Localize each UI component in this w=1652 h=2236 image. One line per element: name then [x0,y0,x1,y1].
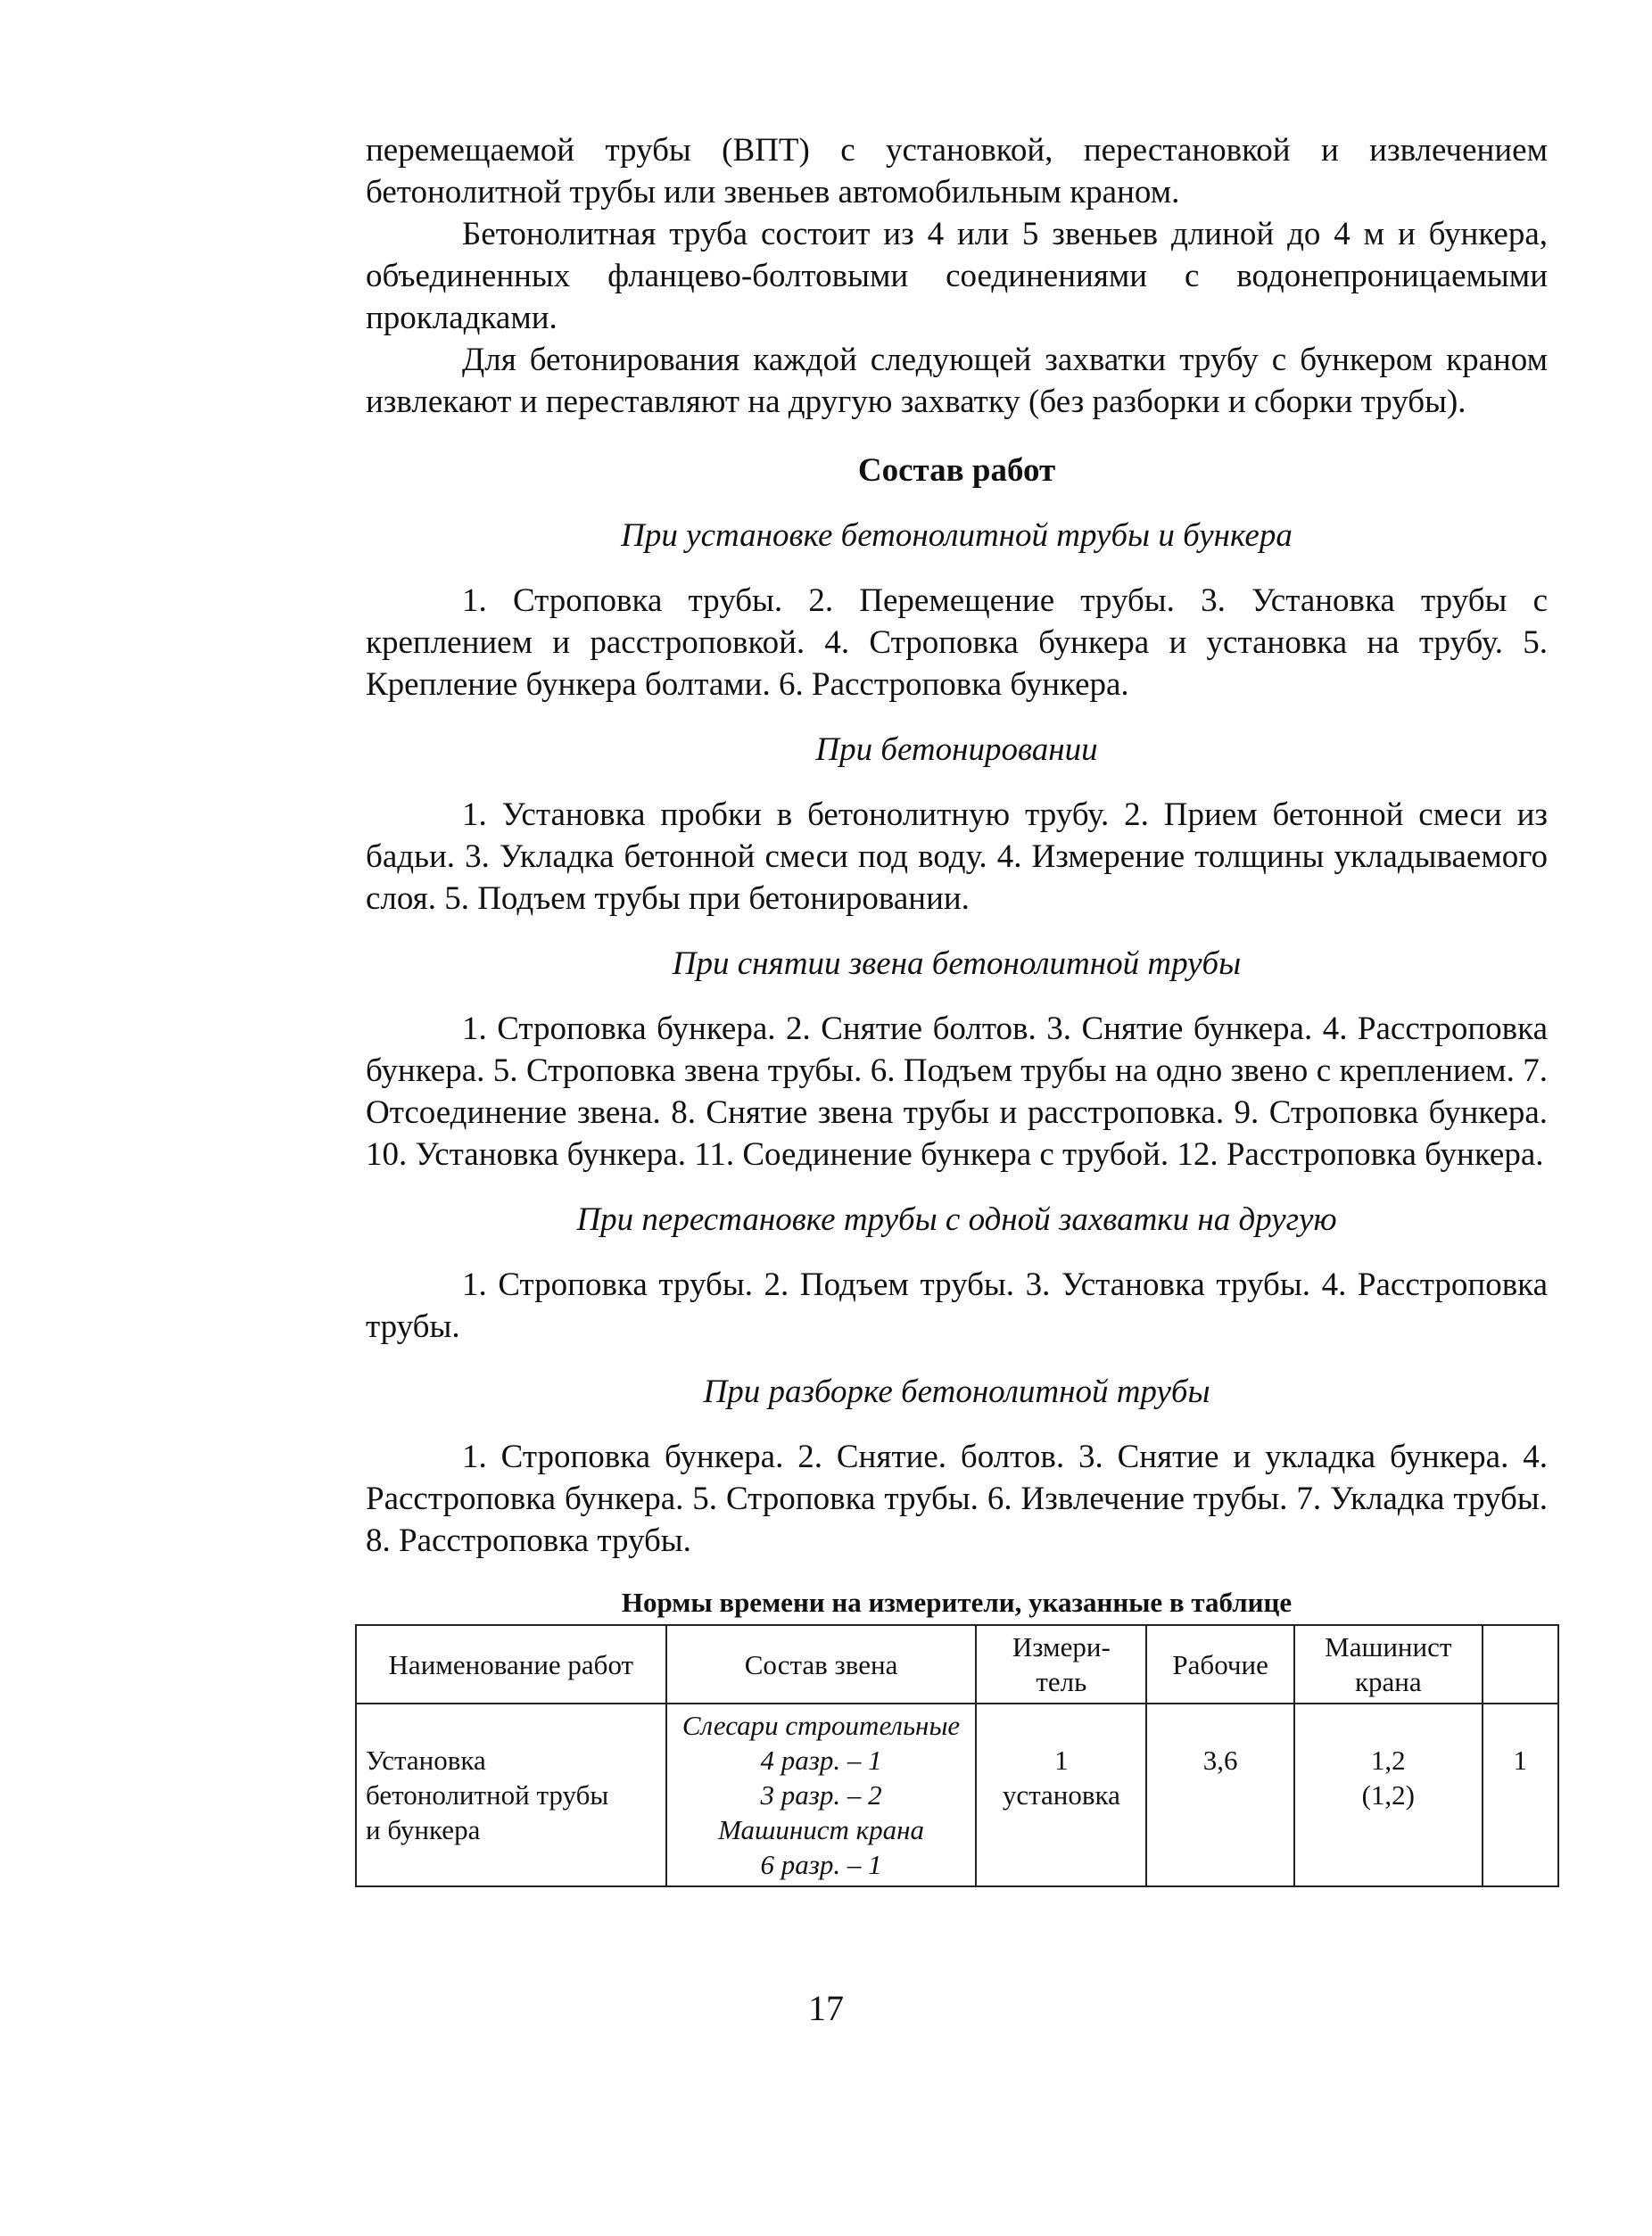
subheading-relocate: При перестановке трубы с одной захватки на другую [576,1201,1337,1238]
table-title: Нормы времени на измерители, указанные в таблице [621,1587,1293,1618]
subheading-disassembly: При разборке бетонолитной трубы [703,1374,1210,1410]
header-operator [1294,1625,1482,1704]
page-number: 17 [808,1988,844,2028]
text-relocate: 1. Строповка трубы. 2. Подъем трубы. 3. Установка трубы. 4. Расстроповка трубы. [366,1267,1548,1345]
cell-unit-line1: 1 [1054,1745,1069,1776]
cell-operator-line2: (1,2) [1361,1779,1415,1811]
paragraph-2: Бетонолитная труба состоит из 4 или 5 звеньев длиной до 4 м и бункера, объединенных фланцево-болтовыми соединениями с водонепроницаемыми прокладками. [366,216,1548,336]
table-header-row [356,1625,1558,1704]
text-remove-link: 1. Строповка бункера. 2. Снятие болтов. 3. Снятие бункера. 4. Расстроповка бункера. 5. Строповка звена трубы. 6. Подъем трубы на одно звено с креплением. 7. Отсоединение звена. 8. Снятие звена трубы и расстроповка. 9. Строповка бункера. 10. Установка бункера. 11. Соединение бункера с трубой. 12. Расстроповка бункера. [366,1011,1548,1173]
cell-crew-line3: 3 разр. – 2 [760,1779,882,1811]
cell-unit-line2: установка [1002,1779,1120,1811]
cell-unit [976,1704,1146,1886]
cell-crew-line2: 4 разр. – 1 [760,1745,882,1776]
subheading-install: При установке бетонолитной трубы и бункера [621,517,1293,554]
header-operator-line2: крана [1354,1666,1422,1697]
header-operator-line1: Машинист [1325,1631,1452,1663]
text-install: 1. Строповка трубы. 2. Перемещение трубы. 3. Установка трубы с креплением и расстроповкой. 4. Строповка бункера и установка на трубу. 5. Крепление бункера болтами. 6. Расстроповка бункера. [366,582,1548,703]
cell-crew-line1: Слесари строительные [681,1710,961,1741]
header-unit-line2: тель [1036,1666,1087,1697]
document-page [366,129,1548,1887]
header-workers: Рабочие [1146,1625,1294,1704]
table-row [356,1704,1558,1886]
cell-work-line2: бетонолитной трубы [366,1779,609,1811]
header-unit [976,1625,1146,1704]
cell-crew [666,1704,977,1886]
text-disassembly: 1. Строповка бункера. 2. Снятие. болтов. 3. Снятие и укладка бункера. 4. Расстроповка бункера. 5. Строповка трубы. 6. Извлечение трубы. 7. Укладка трубы. 8. Расстроповка трубы. [366,1439,1548,1559]
cell-index: 1 [1483,1704,1558,1886]
cell-work [356,1704,666,1886]
cell-crew-line5: 6 разр. – 1 [760,1849,882,1880]
cell-operator-line1: 1,2 [1370,1745,1406,1776]
cell-operator [1294,1704,1482,1886]
subheading-remove-link: При снятии звена бетонолитной трубы [672,945,1242,982]
header-crew: Состав звена [666,1625,977,1704]
header-work: Наименование работ [356,1625,666,1704]
subheading-concreting: При бетонировании [815,731,1098,768]
cell-crew-line4: Машинист крана [718,1814,925,1845]
cell-workers: 3,6 [1146,1704,1294,1886]
header-extra [1483,1625,1558,1704]
header-unit-line1: Измери- [1012,1631,1111,1663]
text-concreting: 1. Установка пробки в бетонолитную трубу. 2. Прием бетонной смеси из бадьи. 3. Укладка бетонной смеси под воду. 4. Измерение толщины укладываемого слоя. 5. Подъем трубы при бетонировании. [366,796,1548,917]
cell-work-line3: и бункера [366,1814,481,1845]
paragraph-3: Для бетонирования каждой следующей захватки трубу с бункером краном извлекают и переставляют на другую захватку (без разборки и сборки трубы). [366,342,1548,420]
section-heading: Состав работ [857,452,1056,489]
paragraph-1: перемещаемой трубы (ВПТ) с установкой, перестановкой и извлечением бетонолитной трубы или звеньев автомобильным краном. [366,132,1548,210]
cell-work-line1: Установка [366,1745,486,1776]
time-norms-table [355,1624,1559,1887]
